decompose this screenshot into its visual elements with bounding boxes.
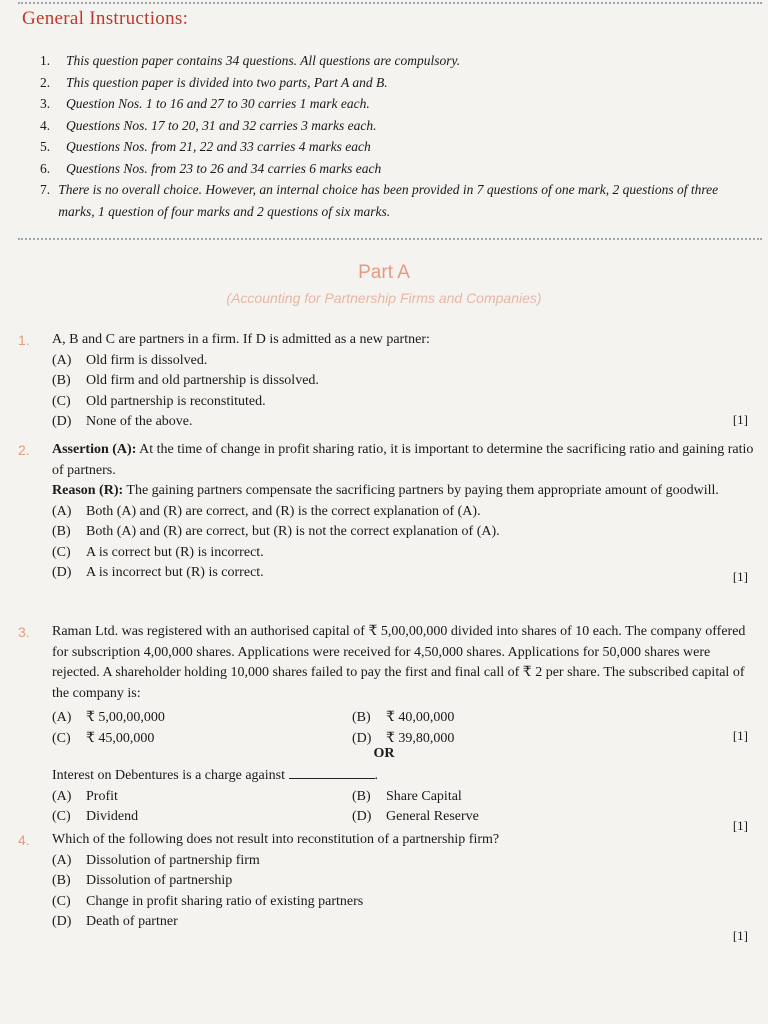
option: (B) Both (A) and (R) are correct, but (R) is not the correct explanation of (A). — [52, 524, 500, 539]
option-c: Dividend — [86, 809, 139, 824]
answer-blank — [289, 778, 375, 779]
marks-label: [1] — [732, 412, 748, 427]
option-c: ₹ 45,00,000 — [86, 730, 155, 746]
option-row: (C) Dividend (D) General Reserve — [52, 807, 758, 828]
option-b: Share Capital — [386, 788, 462, 804]
question-number: 4. — [18, 832, 30, 848]
instruction-item: 4. Questions Nos. 17 to 20, 31 and 32 carries 3 marks each. — [40, 117, 377, 133]
top-divider — [18, 2, 762, 4]
question-text: A, B and C are partners in a firm. If D is admitted as a new partner: — [52, 332, 430, 347]
option-row: (C) ₹ 45,00,000 (D) ₹ 39,80,000 — [52, 729, 758, 750]
option: (D) None of the above. — [52, 414, 193, 429]
assertion: Assertion (A): At the time of change in profit sharing ratio, it is important to determine the sacrificing ratio and gaining ratio of partners. — [52, 442, 754, 478]
option: (C) Old partnership is reconstituted. — [52, 393, 266, 409]
option: (B) Old firm and old partnership is dissolved. — [52, 373, 319, 388]
option: (A) Dissolution of partnership firm — [52, 852, 260, 868]
option: (D) A is incorrect but (R) is correct. — [52, 565, 264, 580]
part-title: Part A — [358, 262, 410, 283]
option-row: (A) Profit (B) Share Capital — [52, 787, 758, 808]
option: (D) Death of partner — [52, 914, 178, 929]
or-separator: OR — [373, 746, 395, 761]
instruction-item: 5. Questions Nos. from 21, 22 and 33 carries 4 marks each — [40, 139, 371, 154]
question-text: Raman Ltd. was registered with an authorised capital of ₹ 5,00,00,000 divided into shares of 10 each. The company offered for subscription 4,00,000 shares. Applications were received for 4,50,000 shares. Applications for 50,000 shares were rejected. A shareholder holding 10,000 shares failed to pay the first and final call of ₹ 2 per share. The subscribed capital of the company is: — [52, 624, 746, 701]
instructions-divider — [18, 238, 762, 240]
question-2 — [18, 440, 758, 584]
option-d: General Reserve — [386, 809, 479, 824]
option-d: ₹ 39,80,000 — [386, 730, 455, 746]
question-number: 1. — [18, 332, 30, 348]
instructions-list — [40, 50, 755, 222]
question-text: Interest on Debentures is a charge against . — [52, 768, 378, 783]
question-1 — [18, 330, 758, 433]
option: (A) Both (A) and (R) are correct, and (R) is the correct explanation of (A). — [52, 503, 481, 519]
option: (A) Old firm is dissolved. — [52, 352, 208, 368]
option: (C) A is correct but (R) is incorrect. — [52, 544, 264, 560]
option-a: ₹ 5,00,00,000 — [86, 710, 165, 725]
marks-label: [1] — [732, 569, 748, 584]
marks-label: [1] — [732, 928, 748, 943]
question-4 — [18, 830, 758, 943]
question-number: 3. — [18, 624, 30, 640]
marks-label: [1] — [732, 818, 748, 833]
question-3 — [18, 622, 758, 749]
instruction-item: 6. Questions Nos. from 23 to 26 and 34 carries 6 marks each — [40, 160, 382, 176]
instruction-item: 3. Question Nos. 1 to 16 and 27 to 30 carries 1 mark each. — [40, 96, 370, 111]
question-3-alternative — [18, 766, 758, 833]
instruction-item: 2. This question paper is divided into two parts, Part A and B. — [40, 74, 388, 90]
option-a: Profit — [86, 788, 118, 804]
marks-label: [1] — [732, 728, 748, 743]
option-row: (A) ₹ 5,00,00,000 (B) ₹ 40,00,000 — [52, 708, 758, 729]
reason: Reason (R): The gaining partners compensate the sacrificing partners by paying them appropriate amount of goodwill. — [52, 483, 719, 498]
instruction-item: 1. This question paper contains 34 questions. All questions are compulsory. — [40, 53, 461, 68]
option: (C) Change in profit sharing ratio of existing partners — [52, 893, 364, 909]
part-subtitle: (Accounting for Partnership Firms and Companies) — [226, 290, 542, 306]
option: (B) Dissolution of partnership — [52, 873, 233, 888]
question-number: 2. — [18, 442, 30, 458]
instructions-title: General Instructions: — [22, 8, 189, 29]
option-b: ₹ 40,00,000 — [386, 710, 455, 725]
instruction-item: 7. There is no overall choice. However, an internal choice has been provided in 7 questions of one mark, 2 questions of three marks, 1 question of four marks and 2 questions of six marks. — [40, 182, 719, 219]
question-text: Which of the following does not result into reconstitution of a partnership firm? — [52, 832, 500, 847]
